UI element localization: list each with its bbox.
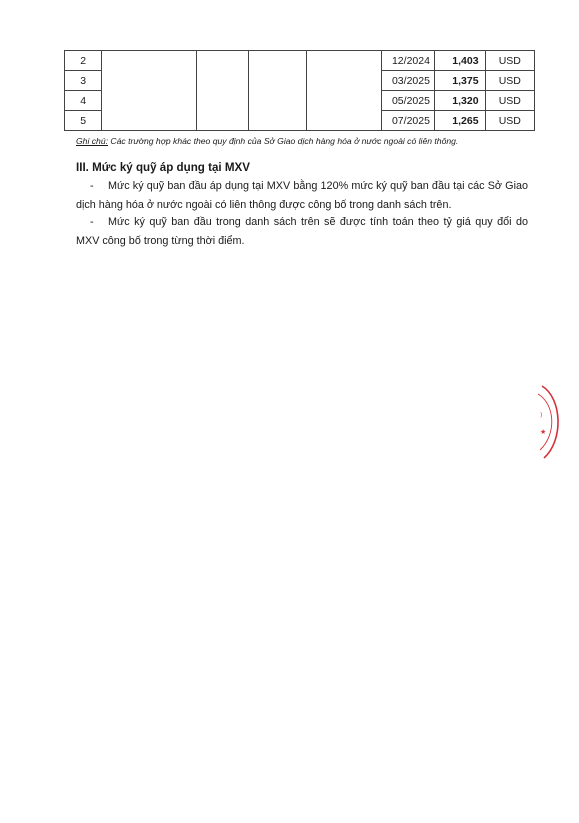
merged-cell-2: [197, 51, 249, 131]
currency-unit: USD: [485, 51, 534, 71]
table-note: [76, 136, 458, 146]
currency-unit: USD: [485, 91, 534, 111]
bullet-dash: -: [90, 216, 94, 228]
paragraph-2: [76, 213, 528, 251]
merged-cell-3: [249, 51, 307, 131]
row-number: 3: [65, 71, 102, 91]
paragraph-2-text: Mức ký quỹ ban đầu trong danh sách trên sẽ được tính toán theo tỷ giá quy đổi do MXV công bố trong từng thời điểm.: [76, 216, 528, 247]
merged-cell-4: [306, 51, 381, 131]
currency-unit: USD: [485, 71, 534, 91]
contract-month: 07/2025: [382, 111, 435, 131]
margin-table: [64, 50, 535, 131]
margin-value: 1,320: [434, 91, 485, 111]
paragraph-1-text: Mức ký quỹ ban đầu áp dụng tại MXV bằng 120% mức ký quỹ ban đầu tại các Sở Giao dịch hàng hóa ở nước ngoài có liên thông được công bố trong danh sách trên.: [76, 180, 528, 211]
bullet-dash: -: [90, 180, 94, 192]
row-number: 5: [65, 111, 102, 131]
section-heading: III. Mức ký quỹ áp dụng tại MXV: [76, 161, 250, 174]
table-row: [65, 51, 535, 71]
svg-text:): ): [540, 412, 543, 419]
row-number: 2: [65, 51, 102, 71]
seal-stamp-icon: [528, 384, 568, 460]
contract-month: 03/2025: [382, 71, 435, 91]
merged-cell-1: [102, 51, 197, 131]
note-text: Các trường hợp khác theo quy định của Sở Giao dịch hàng hóa ở nước ngoài có liên thông.: [108, 136, 459, 146]
margin-value: 1,403: [434, 51, 485, 71]
margin-value: 1,265: [434, 111, 485, 131]
note-label: Ghi chú:: [76, 136, 109, 146]
svg-text:★: ★: [540, 428, 547, 436]
currency-unit: USD: [485, 111, 534, 131]
margin-value: 1,375: [434, 71, 485, 91]
paragraph-1: [76, 177, 528, 215]
contract-month: 05/2025: [382, 91, 435, 111]
contract-month: 12/2024: [382, 51, 435, 71]
row-number: 4: [65, 91, 102, 111]
